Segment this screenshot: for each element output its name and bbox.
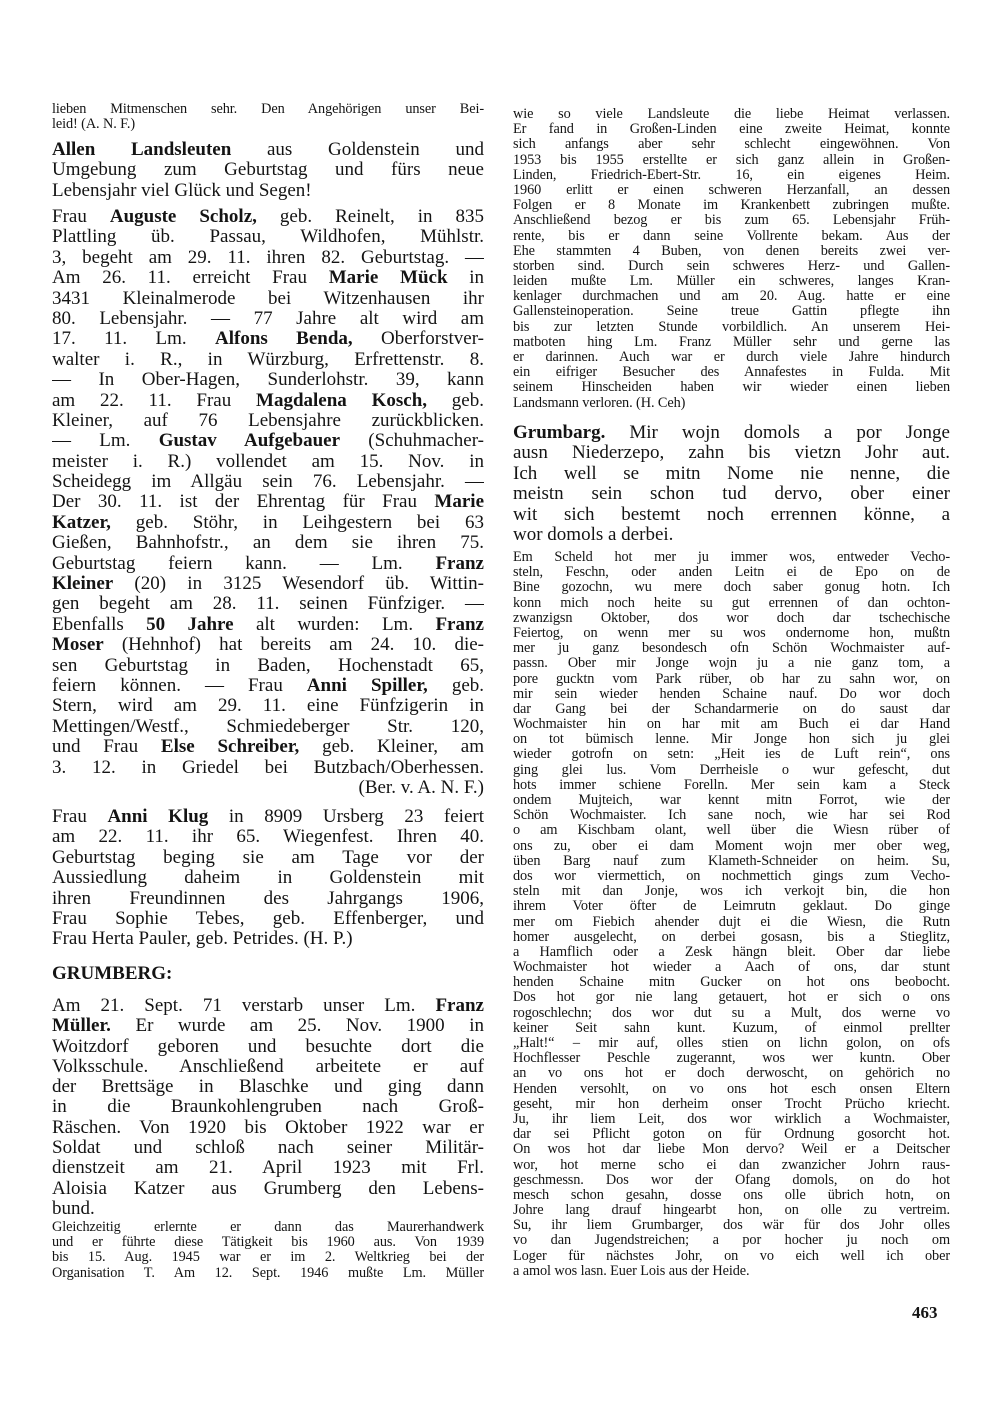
text-line: [52, 207, 484, 227]
text-line: Ehe stammten 4 Buben, von denen bereits zwei ver-: [513, 243, 950, 259]
text-line: 1953 bis 1955 erstellte er sich ganz allein in Großen-: [513, 152, 950, 168]
text-line: am 22. 11. ihr 65. Wiegenfest. Ihren 40.: [52, 827, 484, 848]
text-segment: (Schuhmacher-: [340, 431, 484, 452]
text-line: Frau Herta Pauler, geb. Petrides. (H. P.): [52, 929, 353, 950]
text-line: Henden versohlt, on vo ons hot esch onsen Eltern: [513, 1081, 950, 1097]
bold-name: Else Schreiber,: [160, 737, 300, 758]
text-line: [52, 615, 484, 635]
text-segment: Geburtstag feiern kann. — Lm.: [52, 553, 436, 574]
bold-name: Anni Spiller,: [306, 675, 428, 696]
text-line: geschmessn. Dos wor der Ofang domols, on do hot: [513, 1172, 950, 1188]
text-line: o am Kischbam olant, well über die Wiesn rüber of: [513, 823, 950, 839]
text-line: kenlager durchmachen und am 20. Aug. hatte er eine: [513, 289, 950, 305]
text-segment: Frau: [52, 207, 110, 227]
text-line: bis 15. Aug. 1945 war er im 2. Weltkrieg bei der: [52, 1250, 484, 1266]
bold-name: Franz: [435, 996, 484, 1016]
text-line: Frau Sophie Tebes, geb. Effenberger, und: [52, 908, 484, 929]
text-line: [52, 996, 484, 1016]
text-line: [513, 423, 950, 443]
text-segment: geb.: [427, 390, 484, 411]
text-line: ausn Niederzepo, zahn bis vietzn Johr aut.: [513, 443, 950, 464]
text-line: Johre lang drauf hingearbt hon, on olle zu vertreim.: [513, 1203, 950, 1219]
text-line: zwanzigsn Oktober, dos wor doch dar tschechische: [513, 610, 950, 626]
text-line: on tot bümisch lenne. Mir Jonge hon sich ju glei: [513, 732, 950, 748]
text-line: wie so viele Landsleute die liebe Heimat verlassen.: [513, 107, 950, 122]
text-line: geseht, mir hon derheim onser Trocht Prücho kriecht.: [513, 1096, 950, 1112]
text-line: keiner Seit sahn kunt. Kuzum, of einmol prellter: [513, 1020, 950, 1036]
text-line: steln mit dan Jonje, wos ich verkojt bin, die hon: [513, 884, 950, 900]
text-line: ondem Mujteich, war kennt mitn Forrot, wie der: [513, 793, 950, 808]
text-segment: (Hehnhof) hat bereits am 24. 10. die-: [103, 635, 484, 656]
text-segment: und Frau: [52, 737, 161, 758]
text-line: ihren Freundinnen des Jahrgangs 1906,: [52, 888, 484, 909]
text-line: rogoschlechn; dos wor dut su a Mult, dos werne vo: [513, 1005, 950, 1021]
text-segment: Der 30. 11. ist der Ehrentag für Frau: [52, 492, 435, 513]
text-line: Wochmaister hot wieder a Aach of ons, dar stunt: [513, 960, 950, 976]
text-line: passn. Ober mir Jonge wojn ju a nie ganz tom, a: [513, 656, 950, 672]
text-line: Schön Wochmaister. Ich sane noch, wie har sei Rod: [513, 808, 950, 824]
text-line: Er fand in Großen-Linden eine zweite Heimat, konnte: [513, 122, 950, 138]
text-line: [52, 807, 484, 827]
text-segment: Am 26. 11. erreicht Frau: [52, 268, 329, 289]
text-line: meister i. R.) vollendet am 15. Nov. in: [52, 451, 484, 472]
bold-name: Franz: [435, 614, 484, 635]
bold-name: Moser: [52, 635, 104, 656]
text-line: storben sind. Durch sein schweres Herz- und Gallen-: [513, 258, 950, 274]
text-line: matboten hing Lm. Franz Müller sehr und gerne las: [513, 334, 950, 350]
text-line: On wos hot dar liebe Mon dervo? Weil er a Deitscher: [513, 1142, 950, 1158]
text-segment: Mir wojn domols a por Jonge: [605, 423, 950, 443]
text-line: Dos hot gor nie lang getauert, hot er sich o ons: [513, 990, 950, 1006]
text-line: bis zur letzten Stunde vorbildlich. An unserem Hei-: [513, 319, 950, 335]
text-line: Kleiner, auf 76 Lebensjahre zurückblicken.: [52, 410, 484, 431]
text-line: sich anfangs aber sehr schlecht eingewöhnen. Von: [513, 137, 950, 153]
text-line: ihrem Voter öfter de Leimrutn geklaut. Do ginge: [513, 899, 950, 915]
text-line: 80. Lebensjahr. — 77 Jahre alt wird am: [52, 308, 484, 329]
text-line: a amol wos lasn. Euer Lois aus der Heide.: [513, 1263, 750, 1279]
text-line: bund.: [52, 1198, 95, 1219]
franz-mueller-continued: [52, 1220, 484, 1281]
text-line: mer om Fiebich ahender dujt ei die Wiesn, die Rutn: [513, 914, 950, 930]
text-line: leid! (A. N. F.): [52, 117, 136, 133]
text-line: [52, 737, 484, 757]
bold-name: Alfons Benda,: [215, 329, 353, 350]
text-line: meistn sein schon tud dervo, ober einer: [513, 484, 950, 505]
page-number: 463: [912, 1303, 938, 1322]
text-segment: Oberforstver-: [352, 329, 484, 350]
birthday-announcements: [52, 207, 484, 798]
text-line: [52, 676, 484, 696]
text-segment: geb.: [427, 675, 484, 696]
text-line: sen Geburtstag in Baden, Hochenstadt 65,: [52, 655, 484, 676]
text-line: Gießen, Bahnhofstr., an dem sie ihren 75.: [52, 533, 484, 554]
text-line: ein eifriger Besucher des Annafestes in Fulda. Mit: [513, 365, 950, 381]
bold-name: Gustav Aufgebauer: [158, 431, 341, 452]
text-line: a Hamflich oder a Zesk hängn bleit. Ober dar liebe: [513, 944, 950, 960]
text-line: [52, 492, 484, 512]
text-line: konn mich noch heite su gut errennen of dan ochton-: [513, 595, 950, 611]
text-line: [52, 513, 484, 533]
text-segment: feiern können. — Frau: [52, 675, 307, 696]
text-line: Geburtstag beging sie am Tage vor der: [52, 847, 484, 868]
text-line: Mettingen/Westf., Schmiedeberger Str. 120,: [52, 716, 484, 737]
text-line: Lebensjahr viel Glück und Segen!: [52, 180, 312, 201]
bold-name: Kleiner: [52, 574, 114, 595]
text-line: [52, 635, 484, 655]
text-line: Woitzdorf geboren und besuchte dort die: [52, 1036, 484, 1057]
text-line: mir sein wieder henden Schaine nauf. Do wor doch: [513, 686, 950, 702]
text-segment: in: [447, 268, 484, 289]
text-line: — In Ober-Hagen, Sunderlohstr. 39, kann: [52, 370, 484, 391]
bold-name: Franz: [435, 553, 484, 574]
text-line: 3, begeht am 29. 11. ihren 82. Geburtstag. —: [52, 247, 484, 268]
text-segment: geb. Stöhr, in Leihgestern bei 63: [110, 512, 484, 533]
text-line: dienstzeit am 21. April 1923 mit Frl.: [52, 1158, 484, 1179]
text-line: an vo ons hot er doch derwoscht, on gehörich no: [513, 1066, 950, 1082]
text-line: steln, Feschn, oder anden Leitn ei de Epo on de: [513, 565, 950, 581]
text-segment: Am 21. Sept. 71 verstarb unser Lm.: [52, 996, 436, 1016]
text-line: walter i. R., in Würzburg, Erfrettenstr. 8.: [52, 349, 484, 370]
text-line: Loger für nächstes Johr, on vo eich well ich ober: [513, 1248, 950, 1264]
text-line: Ju, ihr liem Leit, dos wor wirklich a Wochmaister,: [513, 1111, 950, 1127]
text-line: Su, ihr liem Grumbarger, dos wär für dos Johr olles: [513, 1218, 950, 1234]
text-line: Ich well se mitn Nome nie nenne, die: [513, 463, 950, 484]
text-segment: aus Goldenstein und: [231, 140, 484, 160]
text-line: 3431 Kleinalmerode bei Witzenhausen ihr: [52, 288, 484, 309]
text-line: GRUMBERG:: [52, 963, 173, 984]
text-line: [52, 140, 484, 160]
text-line: 3. 12. in Griedel bei Butzbach/Oberhessen.: [52, 757, 484, 778]
text-line: dos wor viermettich, on nochmettich gings zum Vecho-: [513, 868, 950, 884]
text-line: Bine gozochn, wu mere doch saber gonug hotn. Ich: [513, 580, 950, 596]
bold-name: Müller.: [52, 1016, 111, 1037]
text-line: Organisation T. Am 12. Sept. 1946 mußte Lm. Müller: [52, 1265, 484, 1281]
text-line: wieder gotrofn on setn: „Heit ies de Luft rein“, ons: [513, 747, 950, 763]
text-line: Landsmann verloren. (H. Ceh): [513, 395, 686, 411]
text-line: pore gucktn vom Park rüber, ob har zu sahn wor, on: [513, 671, 950, 687]
text-line: [52, 329, 484, 349]
text-line: gen begeht am 28. 11. seinen Fünfziger. —: [52, 594, 484, 615]
greeting-paragraph: [52, 140, 484, 201]
bold-name: Marie: [434, 492, 484, 513]
text-line: [52, 431, 484, 451]
section-heading-grumberg: [52, 963, 484, 985]
text-line: rente, bis er dann seine Vollrente bekam. Aus der: [513, 228, 950, 244]
text-line: Stern, wird am 29. 11. eine Fünfzigerin in: [52, 696, 484, 717]
bold-name: Magdalena Kosch,: [256, 390, 428, 411]
text-line: wit sich bestemt noch errennen könne, a: [513, 504, 950, 525]
text-segment: Frau: [52, 807, 108, 827]
text-line: [52, 268, 484, 288]
text-line: Wochmaister hin on har mit am Buch ei dar Hand: [513, 717, 950, 733]
text-segment: in 8909 Ursberg 23 feiert: [208, 807, 484, 827]
text-line: Gleichzeitig erlernte er dann das Maurerhandwerk: [52, 1220, 484, 1235]
text-line: mer ju ganz besondesch ofn Schön Wochmaister auf-: [513, 641, 950, 657]
text-segment: Ebenfalls: [52, 614, 147, 635]
bold-name: Anni Klug: [107, 807, 209, 827]
text-line: homer ausgelecht, on derbei gosasn, bis a Stieglitz,: [513, 929, 950, 945]
bold-name: 50 Jahre: [146, 614, 234, 635]
text-line: Scheidegg im Allgäu sein 76. Lebensjahr. —: [52, 472, 484, 493]
text-line: Aloisia Katzer aus Grumberg den Lebens-: [52, 1178, 484, 1199]
text-line: Plattling üb. Passau, Wildhofen, Mühlstr.: [52, 227, 484, 248]
text-line: Linden, Friedrich-Ebert-Str. 16, ein eigenes Heim.: [513, 167, 950, 183]
text-line: Anschließend bezog er bis zum 65. Lebensjahr Früh-: [513, 213, 950, 229]
anni-klug-paragraph: [52, 807, 484, 950]
text-line: ging glei lus. Vom Derrheisle o wur gefescht, dut: [513, 762, 950, 778]
text-line: henden Schaine mitn Gucker on hot ons beobocht.: [513, 975, 950, 991]
text-line: [52, 391, 484, 411]
text-line: mesch schon gesahn, dosse ons olle übrich hotn, on: [513, 1187, 950, 1203]
bold-name: Marie Mück: [328, 268, 448, 289]
text-line: 1960 erlitt er einen schweren Herzanfall, an dessen: [513, 182, 950, 198]
bold-name: Auguste Scholz,: [109, 207, 257, 227]
text-line: leiden mußte Lm. Müller ein schweres, langes Kran-: [513, 274, 950, 290]
text-line: üben Barg nauf zum Klameth-Schneider on heim. Su,: [513, 853, 950, 869]
text-line: und er führte diese Tätigkeit bis 1960 aus. Von 1939: [52, 1235, 484, 1251]
text-line: Feiertog, on wenn mer su wos ondernome hon, mußtn: [513, 625, 950, 641]
grumbarg-intro: [513, 423, 950, 545]
text-segment: am 22. 11. Frau: [52, 390, 257, 411]
text-segment: (20) in 3125 Wesendorf üb. Wittin-: [113, 574, 484, 595]
text-line: dar Gang bei der Schandarmerie on do saust dar: [513, 701, 950, 717]
text-line: wor, hot merne scho ei dan zwanzicher Johrn raus-: [513, 1157, 950, 1173]
text-line: Hochflesser Peschle zugerannt, wos wer kuntn. Ober: [513, 1051, 950, 1067]
text-line: Soldat und schloß nach seiner Militär-: [52, 1138, 484, 1159]
text-line: [52, 574, 484, 594]
bold-name: Grumbarg.: [513, 423, 606, 443]
text-segment: geb. Kleiner, am: [299, 737, 484, 758]
text-line: [52, 554, 484, 574]
text-segment: alt wurden: Lm.: [233, 614, 436, 635]
text-line: der Brettsäge in Blaschke und ging dann: [52, 1077, 484, 1098]
text-line: wor domols a derbei.: [513, 524, 674, 545]
text-line: Aussiedlung daheim in Goldenstein mit: [52, 868, 484, 889]
bold-name: Allen Landsleuten: [52, 140, 232, 160]
text-line: Folgen er 8 Monate im Krankenbett zubringen mußte.: [513, 198, 950, 214]
text-segment: 17. 11. Lm.: [52, 329, 215, 350]
text-line: in die Braunkohlengruben nach Groß-: [52, 1097, 484, 1118]
text-line: hots immer schiene Forelln. Mer sein kam a Steck: [513, 777, 950, 793]
text-segment: geb. Reinelt, in 835: [256, 207, 484, 227]
text-line: [52, 1016, 484, 1036]
text-line: er darinnen. Auch war er durch viele Jahre hindurch: [513, 350, 950, 365]
text-line: vo dan Jugendstreichen; a por hocher ju noch om: [513, 1233, 950, 1249]
franz-mueller-obituary: [52, 996, 484, 1219]
text-line: dar sei Pflicht goton on für Ordnung gosorcht hot.: [513, 1127, 950, 1143]
text-segment: — Lm.: [52, 431, 159, 452]
text-line: Em Scheld hot mer ju immer wos, entweder Vecho-: [513, 550, 950, 565]
grumbarg-story: [513, 550, 950, 1279]
bold-name: Katzer,: [52, 512, 111, 533]
text-line: Volksschule. Anschließend arbeitete er auf: [52, 1056, 484, 1077]
text-line: Gallensteinoperation. Seine treue Gattin pflegte ihn: [513, 304, 950, 320]
obituary-ending: [52, 102, 484, 132]
text-line: Umgebung zum Geburtstag und fürs neue: [52, 160, 484, 181]
text-line: „Halt!“ – mir auf, olles stien on lichn golon, on ofs: [513, 1036, 950, 1051]
text-line: (Ber. v. A. N. F.): [358, 777, 484, 798]
franz-mueller-obituary-end: [513, 107, 950, 411]
text-line: ons zu, ober ei dam Moment wojn mer ober weg,: [513, 838, 950, 854]
text-line: seinem Hinscheiden haben wir wieder einen lieben: [513, 380, 950, 396]
text-segment: Er wurde am 25. Nov. 1900 in: [110, 1016, 484, 1037]
text-line: Räschen. Von 1920 bis Oktober 1922 war er: [52, 1117, 484, 1138]
text-line: lieben Mitmenschen sehr. Den Angehörigen unser Bei-: [52, 102, 484, 117]
